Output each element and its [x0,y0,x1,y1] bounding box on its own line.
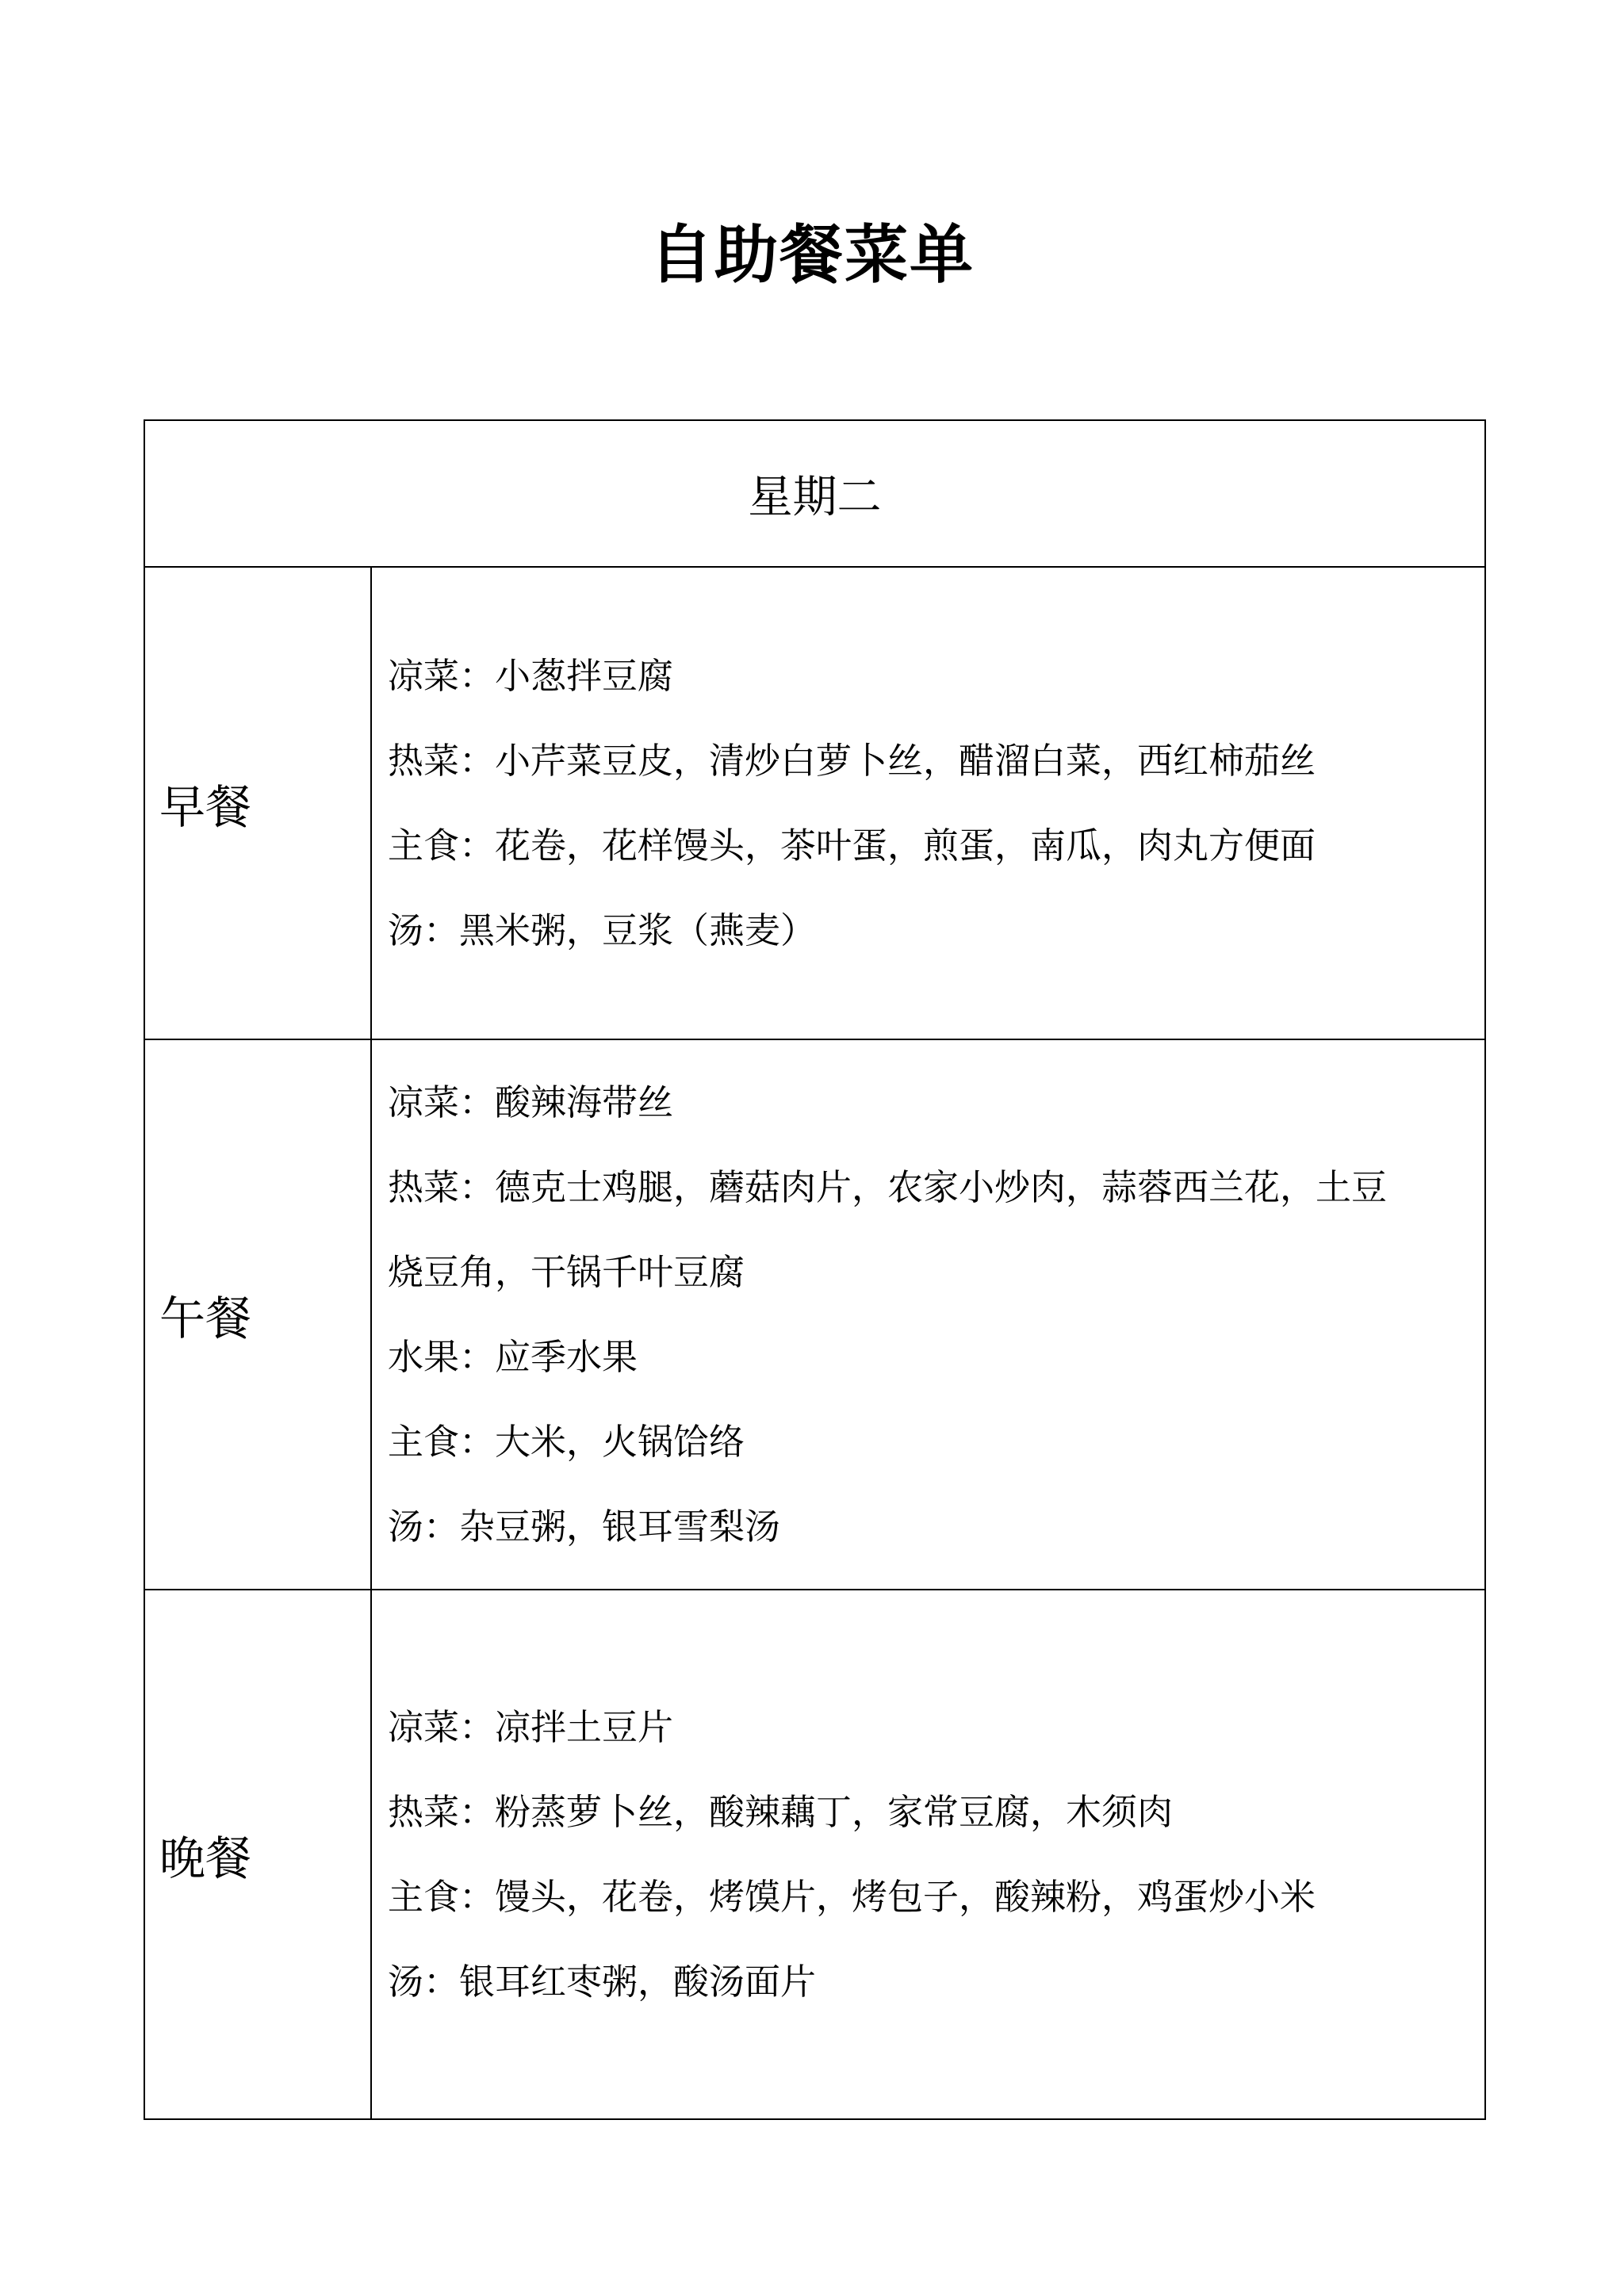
menu-table [144,419,1486,2120]
meal-name-breakfast: 早餐 [145,568,372,1039]
meal-row-breakfast [145,568,1484,1040]
page-title: 自助餐菜单 [649,218,975,292]
menu-line: 汤：银耳红枣粥，酸汤面片 [388,1961,817,2003]
menu-line: 热菜：小芹菜豆皮，清炒白萝卜丝，醋溜白菜，西红柿茄丝 [388,740,1316,782]
menu-line: 凉菜：酸辣海带丝 [388,1081,674,1123]
menu-line: 主食：大米，火锅饸络 [388,1421,745,1463]
meal-row-lunch [145,1040,1484,1590]
menu-line: 汤：黑米粥，豆浆（燕麦） [388,909,817,951]
meal-items-breakfast [372,568,1484,1039]
menu-line: 热菜：德克士鸡腿，蘑菇肉片，农家小炒肉，蒜蓉西兰花，土豆 [388,1166,1388,1208]
menu-line: 热菜：粉蒸萝卜丝，酸辣藕丁，家常豆腐，木须肉 [388,1791,1174,1833]
meal-items-lunch [372,1040,1484,1589]
meal-name-lunch: 午餐 [145,1040,372,1589]
menu-line: 汤：杂豆粥，银耳雪梨汤 [388,1506,781,1548]
meal-row-dinner [145,1590,1484,2118]
day-header: 星期二 [145,421,1484,568]
menu-line: 主食：花卷，花样馒头，茶叶蛋，煎蛋，南瓜，肉丸方便面 [388,825,1316,867]
menu-line: 主食：馒头，花卷，烤馍片，烤包子，酸辣粉，鸡蛋炒小米 [388,1876,1316,1918]
menu-line: 凉菜：小葱拌豆腐 [388,655,674,697]
menu-line: 烧豆角，干锅千叶豆腐 [388,1251,745,1293]
menu-line: 凉菜：凉拌土豆片 [388,1706,674,1748]
meal-items-dinner [372,1590,1484,2118]
menu-line: 水果：应季水果 [388,1336,638,1378]
meal-name-dinner: 晚餐 [145,1590,372,2118]
